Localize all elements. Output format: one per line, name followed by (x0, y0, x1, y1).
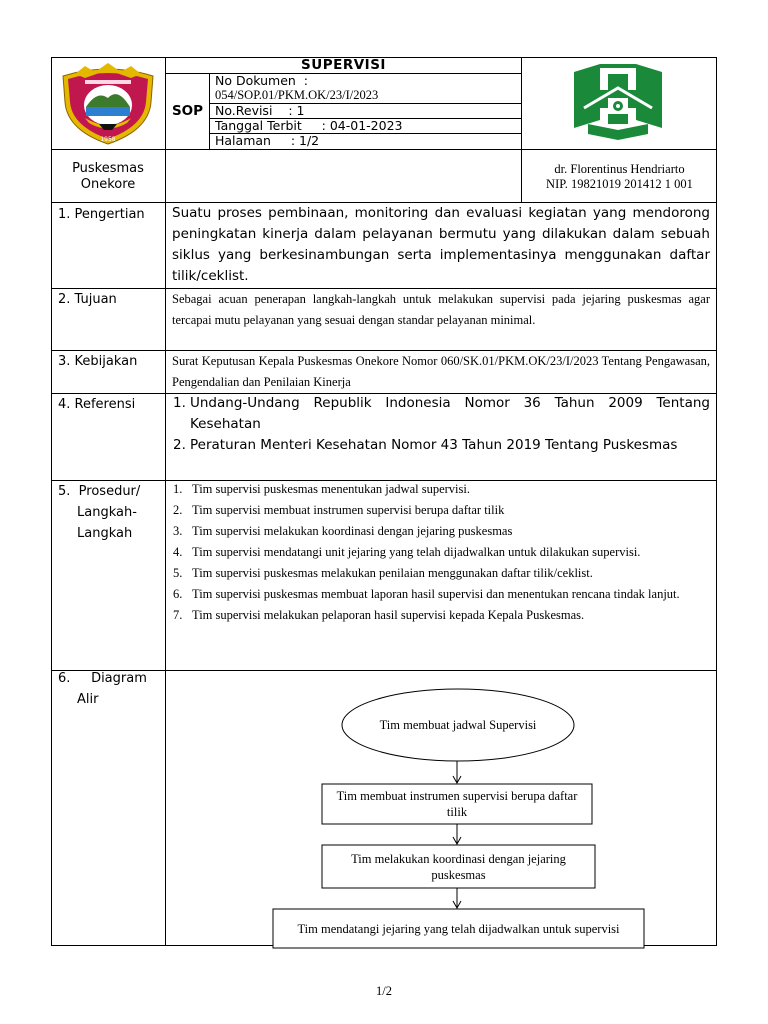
section-label-kebijakan: 3. Kebijakan (58, 354, 138, 369)
list-number: 1. (173, 482, 183, 496)
list-text: Undang-Undang Republik Indonesia Nomor 36 Tahun 2009 Tentang Kesehatan (190, 395, 710, 432)
list-text: Tim supervisi puskesmas menentukan jadwal supervisi. (192, 482, 470, 496)
flow-arrow (453, 888, 461, 908)
list-text: Tim supervisi puskesmas melakukan penilaian menggunakan daftar tilik/ceklist. (192, 566, 593, 580)
organization-name: Puskesmas Onekore (72, 161, 144, 192)
section-text-pengertian: Suatu proses pembinaan, monitoring dan evaluasi kegiatan yang mendorong peningkatan kinerja dalam pelayanan bermutu yang dilakukan dalam sebuah siklus yang berkesinambungan serta implementasinya menggunakan daftar tilik/ceklist. (172, 205, 710, 284)
head-nip: NIP. 19821019 201412 1 001 (546, 177, 693, 191)
head-name: dr. Florentinus Hendriarto (554, 162, 685, 176)
prosedur-label-line: Langkah (77, 526, 133, 541)
svg-text:1958: 1958 (100, 136, 116, 143)
revision-number: No.Revisi : 1 (215, 103, 305, 118)
list-text: Tim supervisi melakukan koordinasi dengan jejaring puskesmas (192, 524, 513, 538)
flow-node-start-label: Tim membuat jadwal Supervisi (379, 718, 537, 732)
list-number: 2. (173, 503, 183, 517)
flow-node-mendatangi-label: Tim mendatangi jejaring yang telah dijadwalkan untuk supervisi (297, 921, 620, 936)
flow-node-instrumen-label: Tim membuat instrumen supervisi berupa daftar tilik (336, 789, 578, 819)
page-count: Halaman : 1/2 (215, 133, 320, 148)
doc-number-value: 054/SOP.01/PKM.OK/23/I/2023 (215, 88, 379, 102)
list-text: Peraturan Menteri Kesehatan Nomor 43 Tahun 2019 Tentang Puskesmas (190, 437, 678, 453)
section-text-tujuan: Sebagai acuan penerapan langkah-langkah untuk melakukan supervisi pada jejaring puskesmas agar tercapai mutu pelayanan yang sesuai dengan standar pelayanan minimal. (172, 292, 710, 327)
list-text: Tim supervisi puskesmas membuat laporan hasil supervisi dan menentukan rencana tindak lanjut. (192, 587, 680, 601)
list-text: Tim supervisi membuat instrumen supervisi berupa daftar tilik (192, 503, 505, 517)
flow-arrow (453, 824, 461, 844)
issue-date: Tanggal Terbit : 04-01-2023 (215, 118, 403, 133)
prosedur-label-line: 5. Prosedur/ (58, 484, 141, 499)
list-number: 7. (173, 608, 183, 622)
section-label-pengertian: 1. Pengertian (58, 207, 145, 222)
sop-label: SOP (171, 103, 204, 119)
flow-node-koordinasi-label: Tim melakukan koordinasi dengan jejaring puskesmas (351, 851, 566, 882)
diagram-label-line: 6. Diagram (58, 671, 147, 686)
list-number: 1. (173, 395, 186, 411)
diagram-label-line: Alir (77, 692, 99, 707)
section-label-referensi: 4. Referensi (58, 397, 136, 412)
list-number: 3. (173, 524, 183, 538)
list-text: Tim supervisi melakukan pelaporan hasil supervisi kepada Kepala Puskesmas. (192, 608, 585, 622)
list-number: 5. (173, 566, 183, 580)
page-number: 1/2 (376, 984, 392, 998)
list-number: 2. (173, 437, 186, 453)
flow-arrow (453, 761, 461, 783)
page-title: SUPERVISI (301, 57, 386, 73)
list-text: Tim supervisi mendatangi unit jejaring yang telah dijadwalkan untuk dilakukan supervisi. (192, 545, 641, 559)
list-number: 6. (173, 587, 183, 601)
doc-number-label: No Dokumen : (215, 73, 308, 88)
list-number: 4. (173, 545, 183, 559)
section-text-kebijakan: Surat Keputusan Kepala Puskesmas Onekore Nomor 060/SK.01/PKM.OK/23/I/2023 Tentang Pengawasan, Pengendalian dan Penilaian Kinerja (172, 354, 710, 389)
prosedur-label-line: Langkah- (77, 505, 137, 520)
section-label-tujuan: 2. Tujuan (58, 292, 117, 307)
